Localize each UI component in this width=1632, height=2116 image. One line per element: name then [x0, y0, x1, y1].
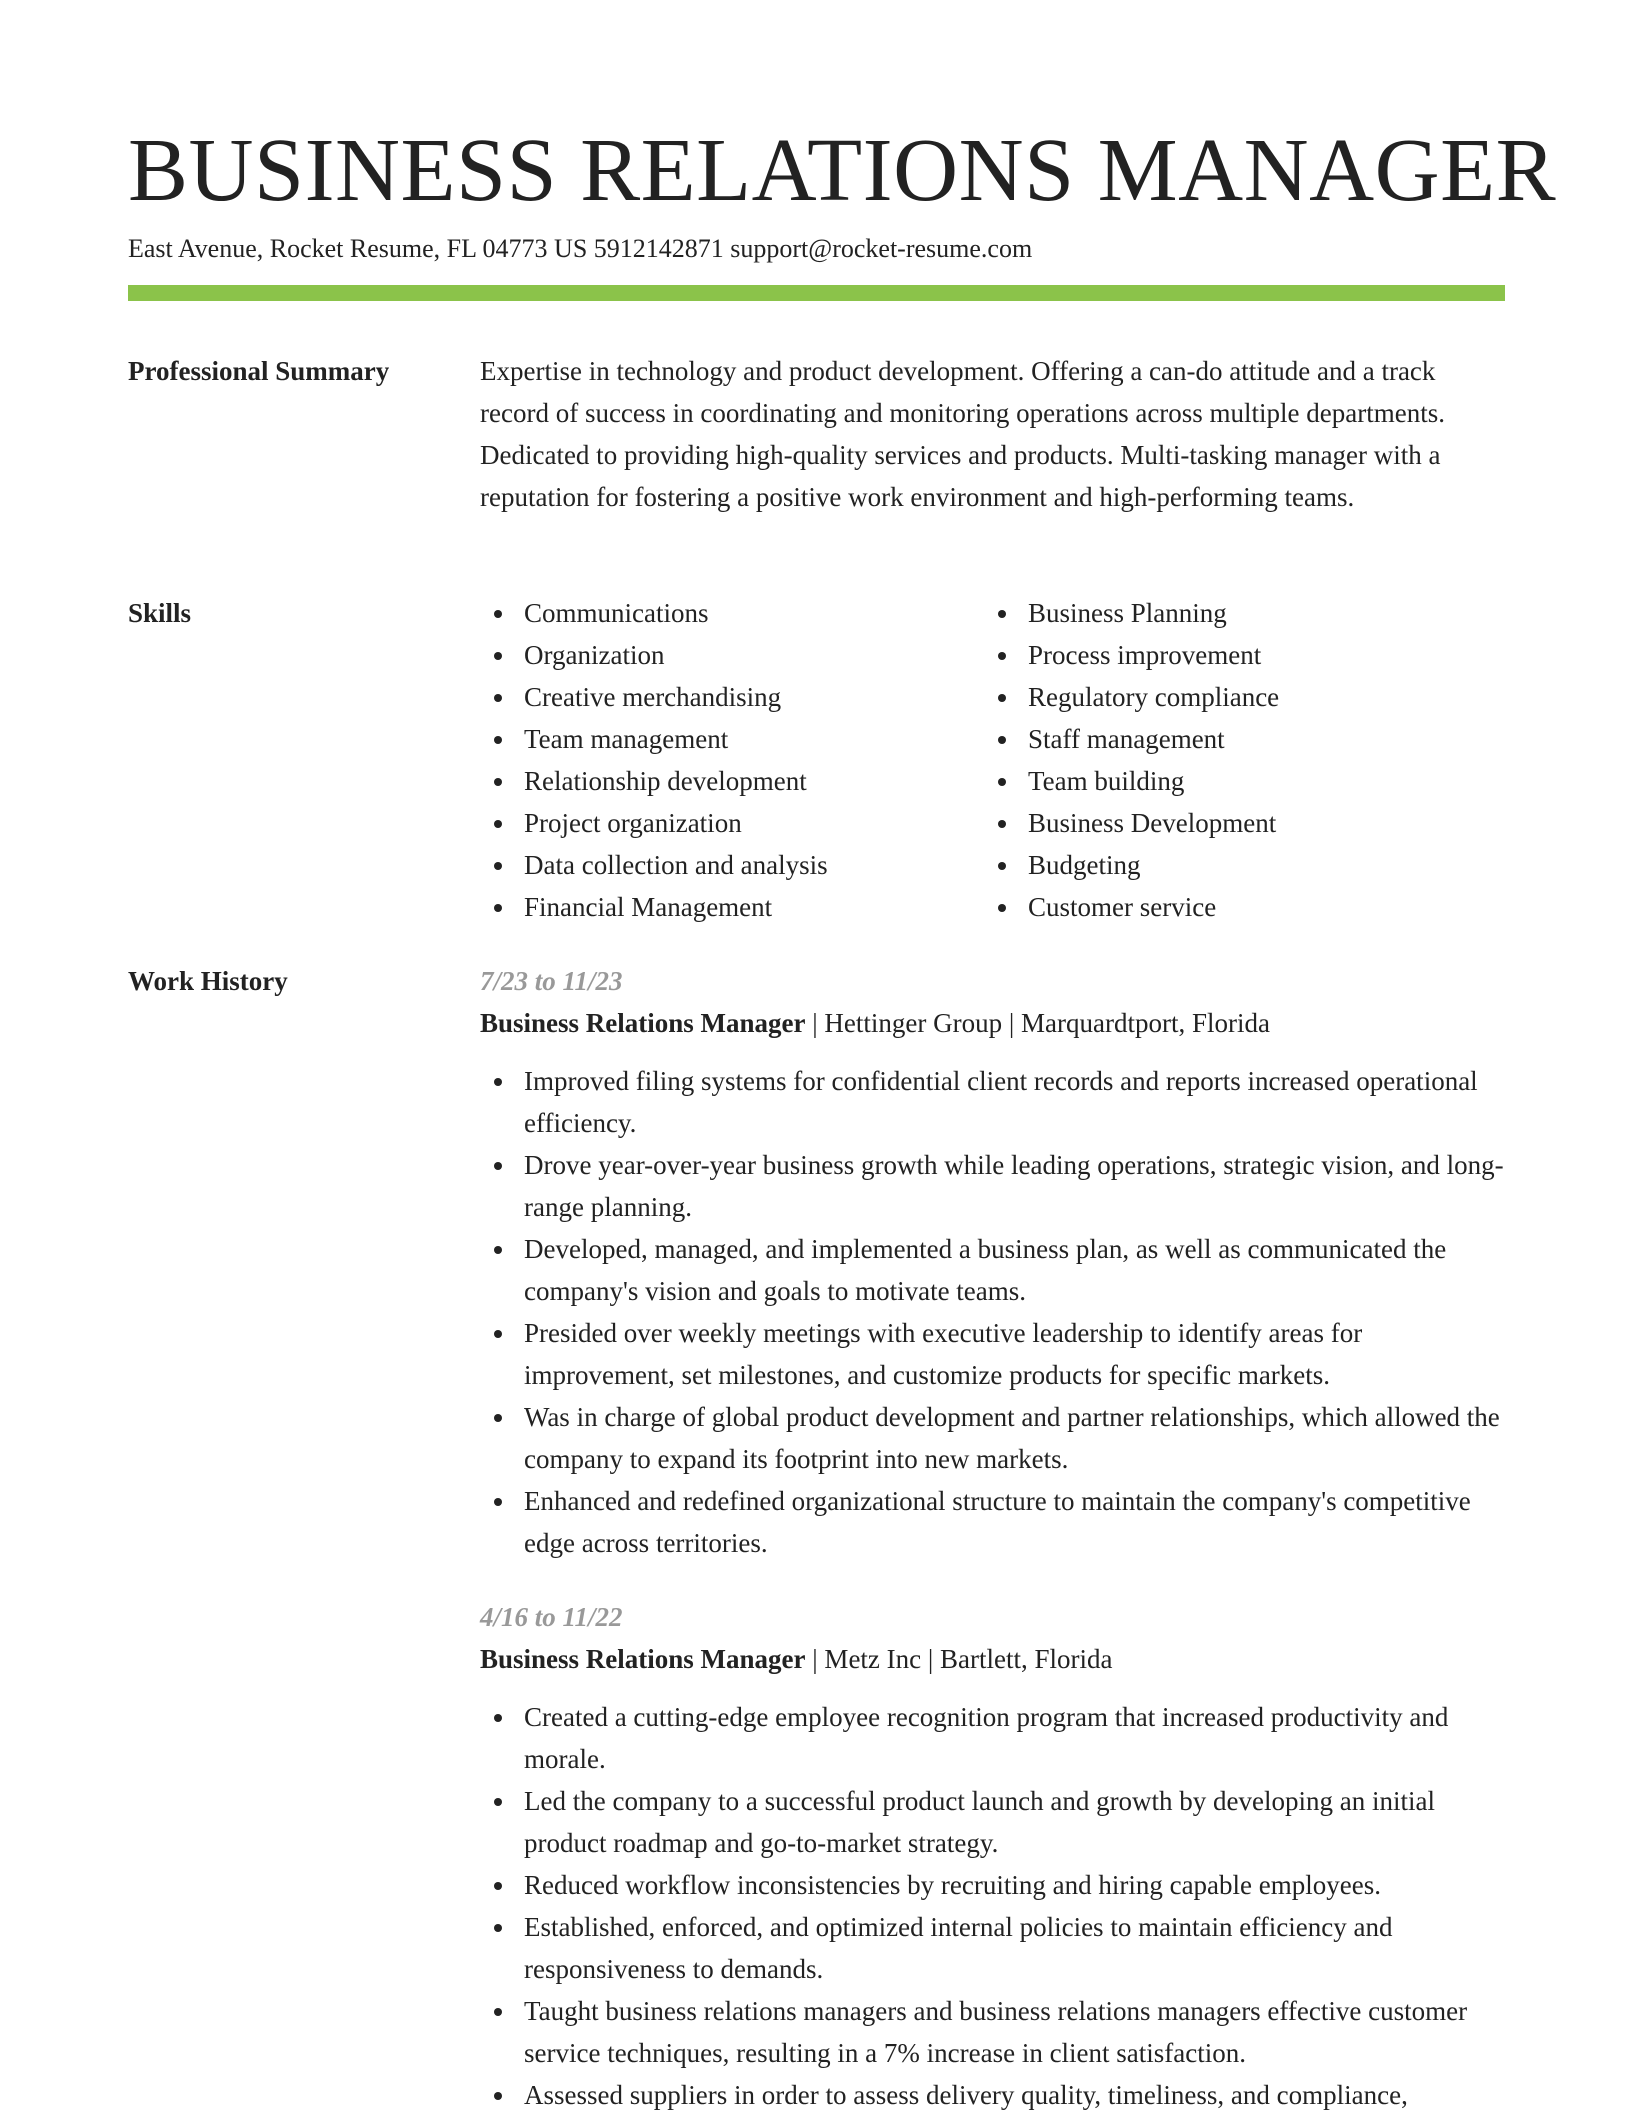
skill-item: Process improvement [984, 634, 1279, 676]
skill-item: Business Planning [984, 592, 1279, 634]
skill-item: Organization [480, 634, 828, 676]
summary-body [480, 350, 1505, 518]
skill-item: Financial Management [480, 886, 828, 928]
job-bullet: Drove year-over-year business growth while leading operations, strategic vision, and long-range planning. [480, 1144, 1505, 1228]
job-entry [480, 960, 1505, 1564]
skill-item: Team building [984, 760, 1279, 802]
skills-heading: Skills [128, 598, 192, 628]
skills-list-left [480, 592, 828, 928]
job-role: Business Relations Manager [480, 1644, 806, 1674]
skill-item: Project organization [480, 802, 828, 844]
summary-text: Expertise in technology and product development. Offering a can-do attitude and a track record of success in coordinating and monitoring operations across multiple departments. Dedicated to providing high-quality services and products. Multi-tasking manager with a reputation for fostering a positive work environment and high-performing teams. [480, 356, 1445, 512]
job-bullet: Was in charge of global product development and partner relationships, which allowed the company to expand its footprint into new markets. [480, 1396, 1505, 1480]
job-bullet: Developed, managed, and implemented a business plan, as well as communicated the company's vision and goals to motivate teams. [480, 1228, 1505, 1312]
work-history-heading: Work History [128, 966, 288, 996]
job-company-location: | Metz Inc | Bartlett, Florida [805, 1644, 1113, 1674]
job-role: Business Relations Manager [480, 1008, 806, 1038]
job-bullet: Reduced workflow inconsistencies by recruiting and hiring capable employees. [480, 1864, 1505, 1906]
job-company-location: | Hettinger Group | Marquardtport, Florida [805, 1008, 1270, 1038]
skill-item: Staff management [984, 718, 1279, 760]
contact-line: East Avenue, Rocket Resume, FL 04773 US 5912142871 support@rocket-resume.com [128, 234, 1033, 263]
skill-item: Regulatory compliance [984, 676, 1279, 718]
job-bullet: Enhanced and redefined organizational structure to maintain the company's competitive edge across territories. [480, 1480, 1505, 1564]
job-bullet: Assessed suppliers in order to assess delivery quality, timeliness, and compliance, [480, 2074, 1505, 2116]
job-bullets [480, 1696, 1505, 2116]
job-bullet: Presided over weekly meetings with executive leadership to identify areas for improvement, set milestones, and customize products for specific markets. [480, 1312, 1505, 1396]
job-bullet: Created a cutting-edge employee recognition program that increased productivity and morale. [480, 1696, 1505, 1780]
job-bullets [480, 1060, 1505, 1564]
job-title-line [480, 1002, 1505, 1044]
skill-item: Data collection and analysis [480, 844, 828, 886]
job-title-line [480, 1638, 1505, 1680]
skill-item: Team management [480, 718, 828, 760]
job-bullet: Led the company to a successful product launch and growth by developing an initial product roadmap and go-to-market strategy. [480, 1780, 1505, 1864]
job-bullet: Established, enforced, and optimized internal policies to maintain efficiency and responsiveness to demands. [480, 1906, 1505, 1990]
skill-item: Relationship development [480, 760, 828, 802]
job-dates: 7/23 to 11/23 [480, 966, 623, 996]
job-dates: 4/16 to 11/22 [480, 1602, 623, 1632]
skills-list-right [984, 592, 1279, 928]
job-bullet: Improved filing systems for confidential client records and reports increased operational efficiency. [480, 1060, 1505, 1144]
skill-item: Communications [480, 592, 828, 634]
skill-item: Creative merchandising [480, 676, 828, 718]
candidate-name: BUSINESS RELATIONS MANAGER [128, 121, 1557, 220]
skill-item: Budgeting [984, 844, 1279, 886]
skill-item: Customer service [984, 886, 1279, 928]
summary-heading: Professional Summary [128, 356, 390, 386]
skill-item: Business Development [984, 802, 1279, 844]
accent-divider [128, 285, 1505, 301]
job-entry [480, 1596, 1505, 2116]
job-bullet: Taught business relations managers and business relations managers effective customer service techniques, resulting in a 7% increase in client satisfaction. [480, 1990, 1505, 2074]
